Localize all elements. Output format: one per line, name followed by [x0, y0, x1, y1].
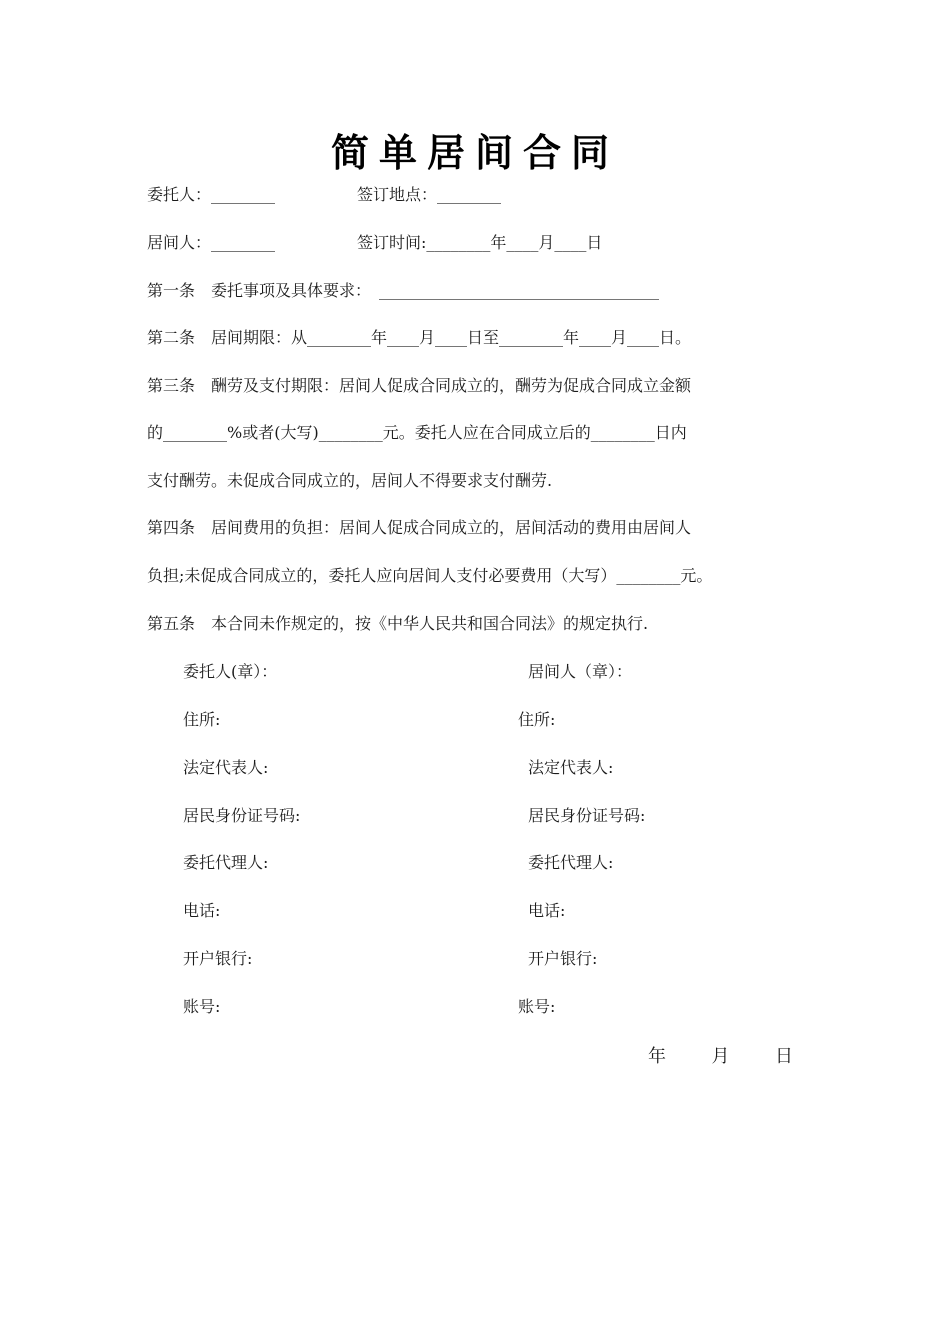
- client-phone: 电话:: [183, 901, 221, 920]
- date-year: 年: [648, 1046, 666, 1067]
- article-3-line-1: 第三条 酬劳及支付期限：居间人促成合同成立的，酬劳为促成合同成立金额: [147, 376, 692, 395]
- broker-bank: 开户银行:: [528, 949, 598, 968]
- client-legal-rep: 法定代表人:: [183, 758, 269, 777]
- article-3-line-3: 支付酬劳。未促成合同成立的，居间人不得要求支付酬劳.: [147, 471, 553, 490]
- article-4-line-2: 负担;未促成合同成立的，委托人应向居间人支付必要费用（大写）________元。: [147, 566, 713, 585]
- header-client: 委托人：________: [147, 185, 276, 204]
- article-1: 第一条 委托事项及具体要求： ___________________________________: [147, 281, 660, 300]
- broker-account: 账号:: [518, 997, 556, 1016]
- page-title: 简单居间合同: [330, 131, 619, 175]
- sign-date: [648, 1042, 793, 1068]
- broker-address: 住所:: [518, 710, 556, 729]
- client-id-number: 居民身份证号码:: [183, 806, 301, 825]
- client-bank: 开户银行:: [183, 949, 253, 968]
- article-5: 第五条 本合同未作规定的，按《中华人民共和国合同法》的规定执行.: [147, 614, 649, 633]
- client-account: 账号:: [183, 997, 221, 1016]
- header-broker: 居间人：________: [147, 233, 276, 252]
- client-address: 住所:: [183, 710, 221, 729]
- broker-agent: 委托代理人:: [528, 853, 614, 872]
- header-sign-place: 签订地点：________: [357, 185, 502, 204]
- client-agent: 委托代理人:: [183, 853, 269, 872]
- article-2: 第二条 居间期限：从________年____月____日至________年____月____日。: [147, 328, 692, 347]
- broker-phone: 电话:: [528, 901, 566, 920]
- header-sign-time: 签订时间:________年____月____日: [357, 233, 603, 252]
- article-3-line-2: 的________%或者(大写)________元。委托人应在合同成立后的________日内: [147, 423, 687, 442]
- date-day: 日: [774, 1046, 793, 1067]
- article-4-line-1: 第四条 居间费用的负担：居间人促成合同成立的，居间活动的费用由居间人: [147, 518, 692, 537]
- client-seal: 委托人(章）：: [183, 662, 278, 681]
- date-month: 月: [711, 1046, 730, 1067]
- broker-seal: 居间人（章）：: [528, 662, 633, 681]
- broker-legal-rep: 法定代表人:: [528, 758, 614, 777]
- broker-id-number: 居民身份证号码:: [528, 806, 646, 825]
